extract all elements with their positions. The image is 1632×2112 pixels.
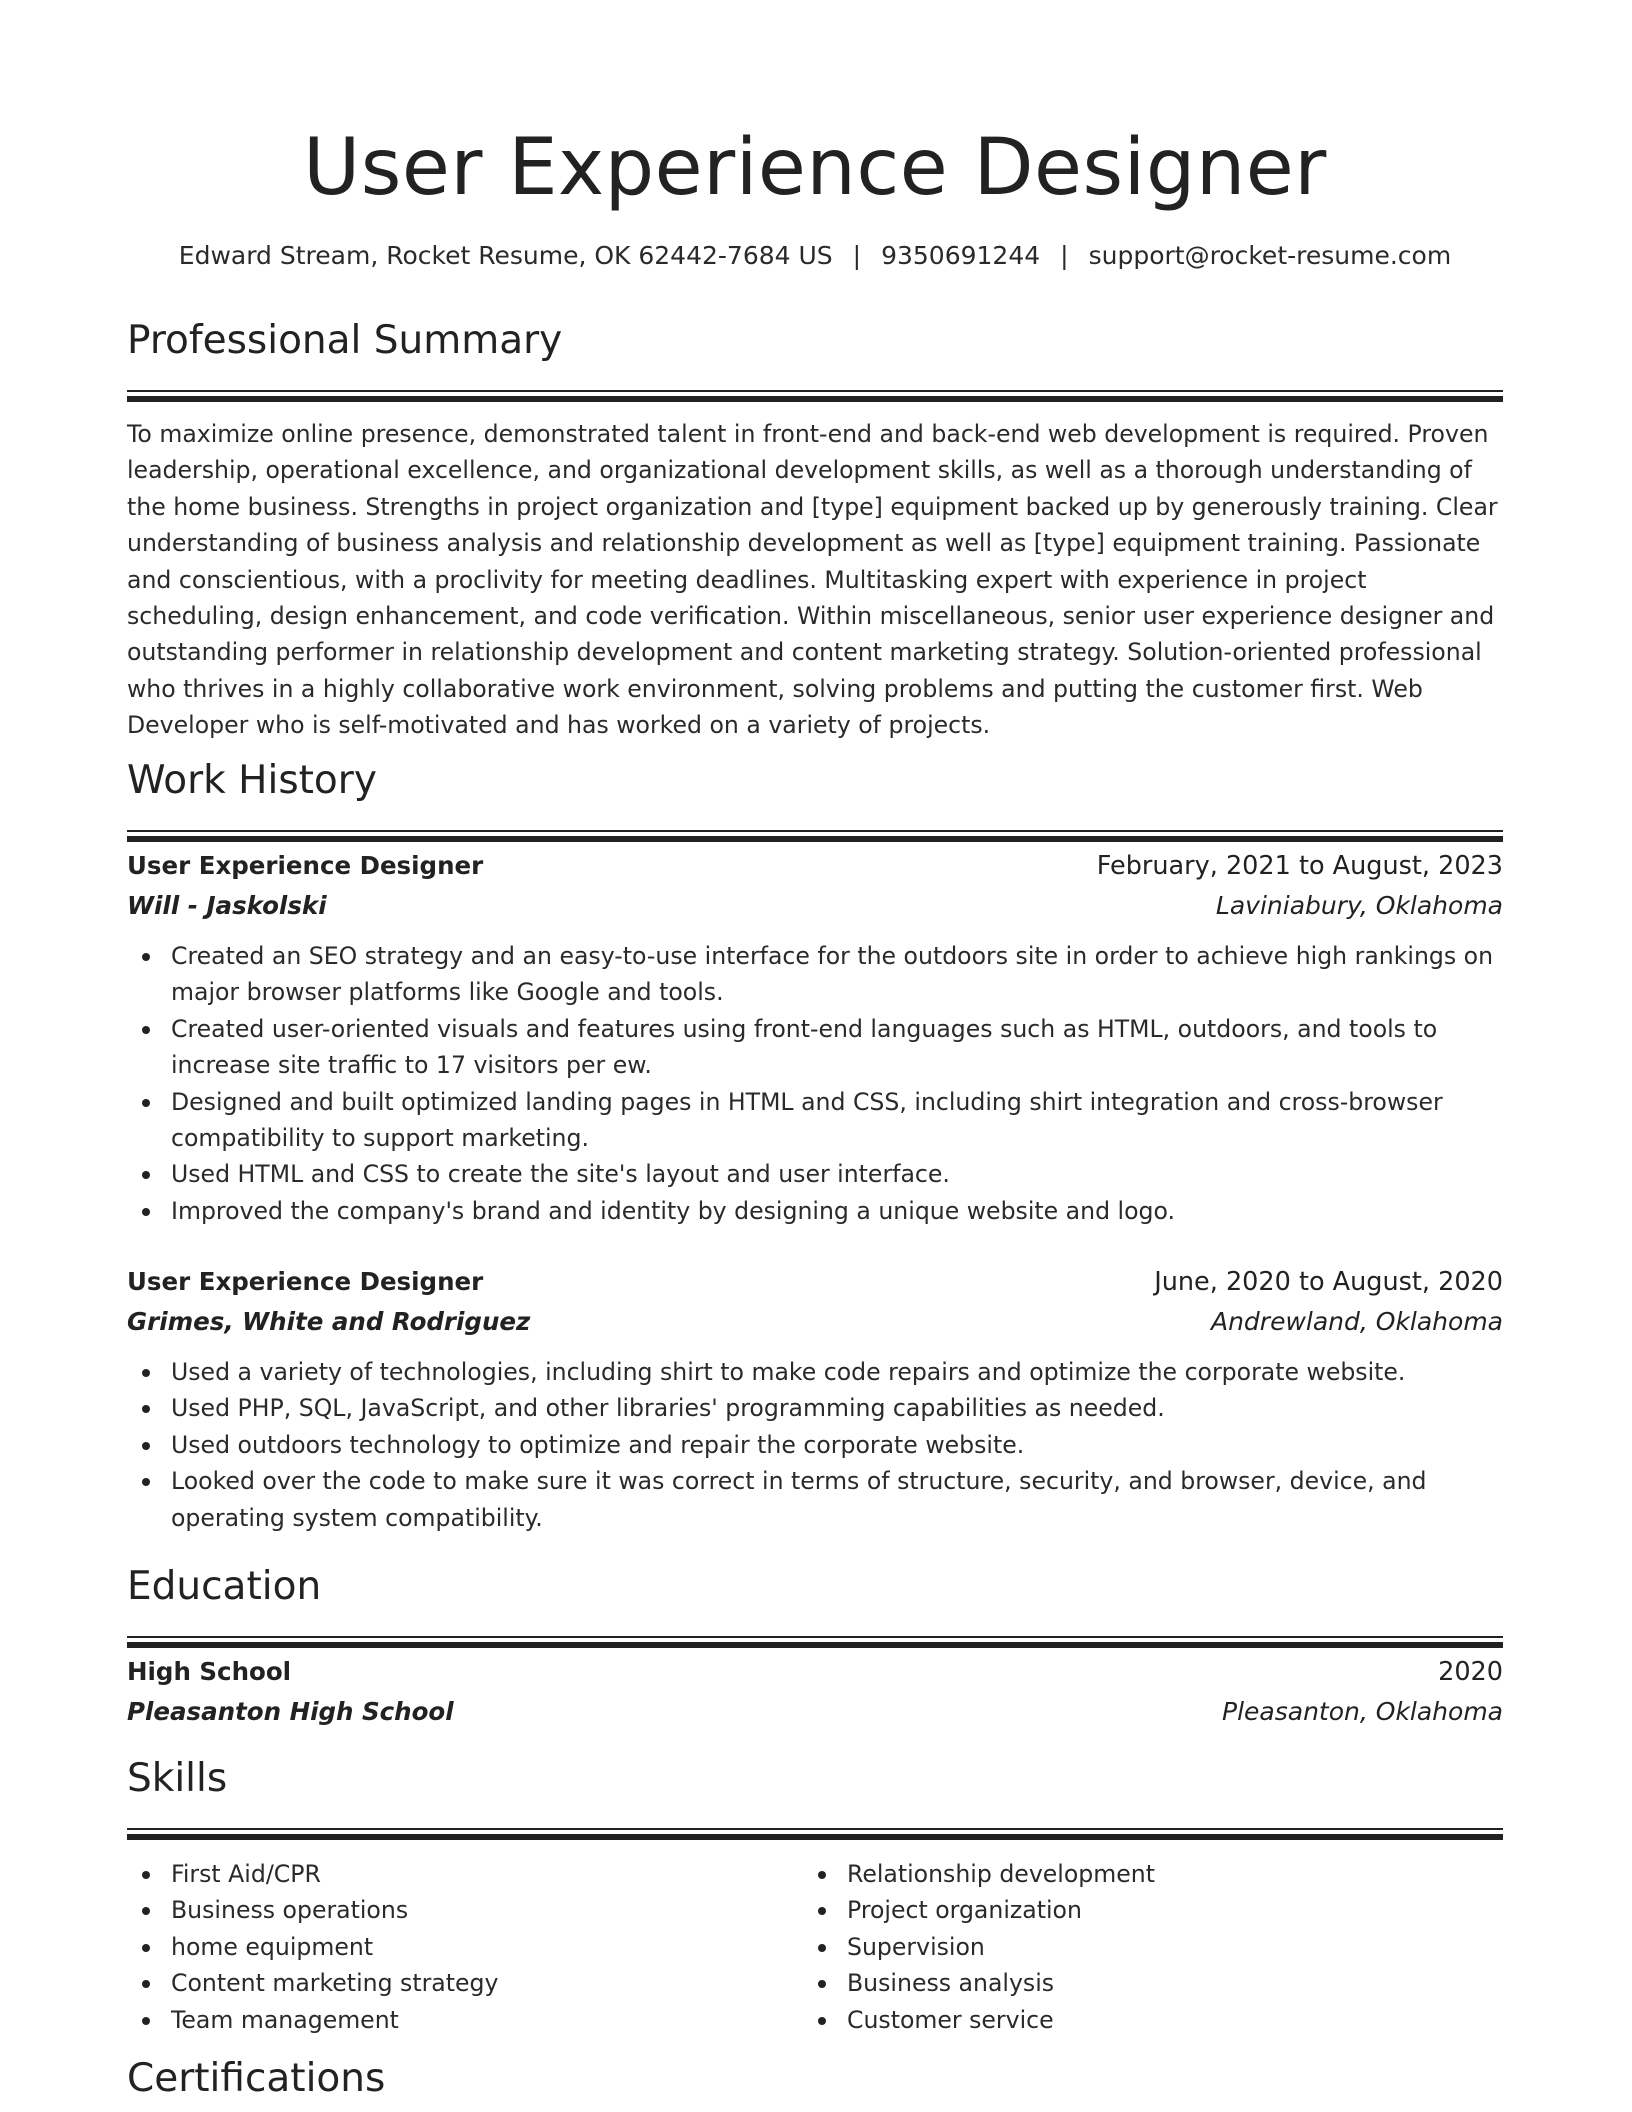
skill-item: Relationship development [847,1856,1459,1892]
job-dates: June, 2020 to August, 2020 [1154,1267,1503,1297]
list-item: Looked over the code to make sure it was correct in terms of structure, security, and browser, device, and operating system compatibility. [171,1463,1503,1536]
section-heading: Skills [127,1756,228,1801]
summary-text: To maximize online presence, demonstrated talent in front-end and back-end web development is required. Proven leadership, operational excellence, and organizational development skills, as well as a thorough understanding of the home business. Strengths in project organization and [type] equipment backed up by generously training. Clear understanding of business analysis and relationship development as well as [type] equipment training. Passionate and conscientious, with a proclivity for meeting deadlines. Multitasking expert with experience in project scheduling, design enhancement, and code verification. Within miscellaneous, senior user experience designer and outstanding performer in relationship development and content marketing strategy. Solution-oriented professional who thrives in a highly collaborative work environment, solving problems and putting the customer first. Web Developer who is self-motivated and has worked on a variety of projects. [127,420,1498,740]
contact-separator: | [1060,241,1069,270]
skill-item: Supervision [847,1929,1459,1965]
skill-item: Customer service [847,2002,1459,2038]
job-entry [127,846,1503,1229]
education-section [127,1560,1503,1648]
contact-separator: | [852,241,862,270]
job-title: User Experience Designer [127,851,484,880]
contact-line [127,238,1503,274]
skill-item: home equipment [171,1929,803,1965]
section-rule [127,836,1503,842]
skill-item: Business analysis [847,1965,1459,2001]
list-item: Improved the company's brand and identity by designing a unique website and logo. [171,1193,1503,1229]
section-rule [127,390,1503,392]
job-entry [127,1262,1503,1536]
section-rule [127,1834,1503,1840]
certifications-section [127,2052,1503,2108]
education-degree: High School [127,1657,292,1686]
resume-title: User Experience Designer [303,123,1327,213]
section-rule [127,830,1503,832]
job-bullets [127,938,1503,1229]
contact-address: Edward Stream, Rocket Resume, OK 62442-7684 US [178,241,833,270]
skill-item: Team management [171,2002,803,2038]
section-rule [127,1636,1503,1638]
section-heading: Work History [127,758,377,803]
summary-section [127,314,1503,744]
list-item: Designed and built optimized landing pages in HTML and CSS, including shirt integration and cross-browser compatibility to support marketing. [171,1084,1503,1157]
list-item: Used outdoors technology to optimize and repair the corporate website. [171,1427,1503,1463]
section-heading: Professional Summary [127,318,563,363]
job-title: User Experience Designer [127,1267,484,1296]
education-entry [127,1652,1503,1732]
skill-item: Content marketing strategy [171,1965,803,2001]
section-rule [127,1828,1503,1830]
skill-item: Business operations [171,1892,803,1928]
list-item: Used HTML and CSS to create the site's layout and user interface. [171,1156,1503,1192]
list-item: Created user-oriented visuals and features using front-end languages such as HTML, outdoors, and tools to increase site traffic to 17 visitors per ew. [171,1011,1503,1084]
section-rule [127,1642,1503,1648]
job-dates: February, 2021 to August, 2023 [1096,851,1503,881]
skills-list-left [127,1856,803,2038]
list-item: Used PHP, SQL, JavaScript, and other libraries' programming capabilities as needed. [171,1390,1503,1426]
section-heading: Certifications [127,2056,386,2101]
skills-section [127,1752,1503,2038]
job-company: Will - Jaskolski [127,891,327,920]
job-company: Grimes, White and Rodriguez [127,1307,531,1336]
education-location: Pleasanton, Oklahoma [1222,1697,1503,1726]
work-history-section [127,754,1503,842]
skill-item: First Aid/CPR [171,1856,803,1892]
education-school: Pleasanton High School [127,1697,454,1726]
contact-phone: 9350691244 [881,241,1041,270]
skills-columns [127,1856,1503,2038]
list-item: Created an SEO strategy and an easy-to-use interface for the outdoors site in order to achieve high rankings on major browser platforms like Google and tools. [171,938,1503,1011]
job-bullets [127,1354,1503,1536]
section-rule [127,396,1503,402]
job-location: Laviniabury, Oklahoma [1215,891,1503,920]
education-year: 2020 [1438,1657,1503,1687]
section-heading: Education [127,1564,322,1609]
list-item: Used a variety of technologies, including shirt to make code repairs and optimize the corporate website. [171,1354,1503,1390]
skills-list-right [803,1856,1459,2038]
contact-email: support@rocket-resume.com [1088,241,1452,270]
skill-item: Project organization [847,1892,1459,1928]
job-location: Andrewland, Oklahoma [1210,1307,1503,1336]
